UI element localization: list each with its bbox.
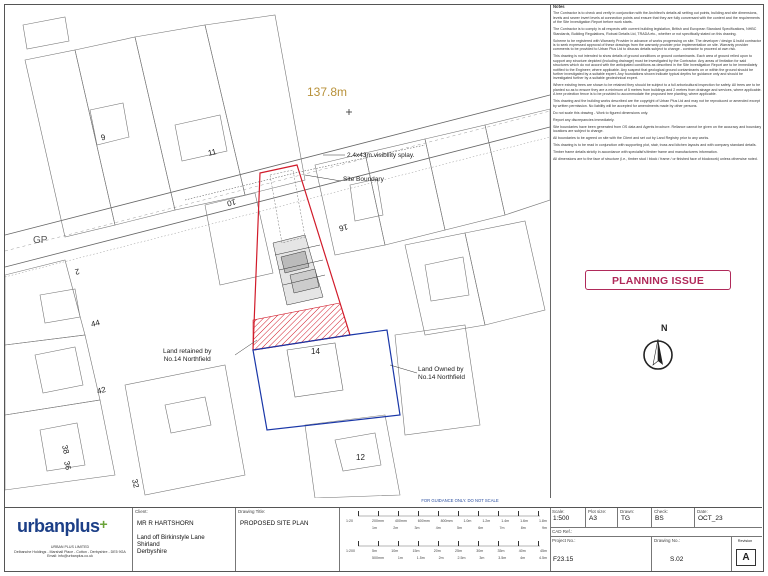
spot-level-cross bbox=[346, 109, 352, 115]
scale-tick-label: 20m bbox=[433, 549, 441, 553]
company-details bbox=[10, 545, 130, 559]
note-paragraph: Report any discrepancies immediately. bbox=[553, 117, 615, 122]
revision-label: Revision bbox=[737, 539, 753, 543]
scale-tick-label: 15m bbox=[412, 549, 420, 553]
gp-label: GP bbox=[33, 235, 48, 246]
site-address-3: Derbyshire bbox=[137, 548, 167, 555]
guidance-text: FOR GUIDANCE ONLY. DO NOT SCALE bbox=[421, 498, 499, 503]
drawing-title-label: Drawing Title: bbox=[238, 509, 266, 514]
plot-size-label: Plot size: bbox=[588, 509, 607, 514]
house-number: 42 bbox=[96, 385, 107, 396]
note-paragraph: This drawing and the building works described are the copyright of Urban Plus Ltd and may not be reproduced or amended except by written permission. No liability will be accepted for amendments made by other persons. bbox=[553, 99, 760, 108]
scale-tick-label: 3.5m bbox=[498, 556, 507, 560]
client-name: MR R HARTSHORN bbox=[137, 520, 194, 527]
check-field bbox=[652, 508, 695, 528]
scale-field bbox=[550, 508, 586, 528]
north-arrow bbox=[640, 325, 676, 373]
drawing-no-field bbox=[652, 537, 732, 571]
scale-label: Scale: bbox=[552, 509, 565, 514]
company-logo bbox=[17, 516, 107, 537]
scale-tick-label: 600mm bbox=[417, 519, 430, 523]
access-drive bbox=[270, 170, 305, 243]
scale-tick-label: 400mm bbox=[394, 519, 407, 523]
house-number: 11 bbox=[207, 147, 218, 158]
note-paragraph: This drawing is to be read in conjunction with supporting plot, stair, truss and kitchen layouts and with company standard details. bbox=[553, 143, 757, 148]
site-boundary-leader bbox=[305, 175, 341, 181]
client-label: Client: bbox=[135, 509, 148, 514]
site-plan-svg bbox=[5, 5, 550, 498]
drawn-value: TG bbox=[621, 515, 631, 522]
note-paragraph: All dimensions are to the face of structure (i.e., timber stud / block / frame / or finished face of blockwork) unless otherwise noted. bbox=[553, 157, 758, 162]
scale-row-2-sub bbox=[372, 556, 547, 560]
note-paragraph: Timber frame details strictly in accordance with specialist's/timber frame and manufacturers information. bbox=[553, 150, 718, 155]
scale-tick-label: 7m bbox=[499, 526, 505, 530]
scale-tick-label: 9m bbox=[542, 526, 547, 530]
house-number: 32 bbox=[130, 478, 141, 489]
compass-icon bbox=[640, 325, 676, 373]
scale-tick-label: 4m bbox=[520, 556, 526, 560]
scale-tick-label: 1m bbox=[372, 526, 377, 530]
south-plots bbox=[5, 109, 550, 498]
logo-plus-icon: + bbox=[99, 516, 108, 532]
land-retained-line-1: Land retained by bbox=[163, 348, 212, 355]
project-no-label: Project No.: bbox=[552, 538, 576, 543]
scale-tick-label: 2m bbox=[393, 526, 399, 530]
scale-row-1-sub bbox=[372, 526, 547, 530]
scale-tick-label: 1.6m bbox=[520, 519, 529, 523]
house-number: 44 bbox=[90, 318, 101, 329]
scale-tick-label: 45m bbox=[540, 549, 547, 553]
revision-value: A bbox=[736, 549, 756, 566]
date-value: OCT_23 bbox=[698, 515, 723, 522]
company-name: URBAN PLUS LIMITED bbox=[50, 545, 90, 549]
check-label: Check: bbox=[654, 509, 669, 514]
company-address: Delbanche Holdings - Marshall Place - Cotton - Derbyshire - DE5 9GA bbox=[14, 549, 126, 554]
note-paragraph: Site boundaries have been generated from OS data and Agents brochure. Reliance cannot be given on the accuracy and boundary locations are subject to change. bbox=[553, 124, 762, 134]
proposed-building bbox=[273, 235, 325, 305]
scale-tick-label: 3m bbox=[414, 526, 420, 530]
scale-row-1 bbox=[372, 519, 547, 523]
drawn-label: Drawn: bbox=[620, 509, 635, 514]
project-no-value: F23.15 bbox=[553, 556, 574, 563]
house-number: 38 bbox=[60, 444, 71, 455]
scale-tick-label: 200mm bbox=[372, 519, 384, 523]
house-number: 9 bbox=[99, 132, 107, 143]
note-paragraph: All boundaries to be agreed on site with the Client and set out by Land Registry prior to any works. bbox=[553, 136, 710, 141]
scale-row-2 bbox=[372, 549, 547, 553]
scale-tick-label: 2.5m bbox=[457, 556, 466, 560]
cad-ref-label: CAD Ref.: bbox=[552, 529, 573, 534]
note-paragraph: Do not scale this drawing - Work to figured dimensions only. bbox=[553, 110, 649, 115]
scale-tick-label: 5m bbox=[372, 549, 377, 553]
house-number: 12 bbox=[356, 453, 365, 462]
scale-tick-label: 1.0m bbox=[463, 519, 472, 523]
check-value: BS bbox=[655, 515, 664, 522]
compass-north-label: N bbox=[661, 323, 668, 333]
land-owned-line-2: No.14 Northfield bbox=[418, 374, 465, 381]
scale-tick-label: 2m bbox=[438, 556, 444, 560]
logo-cell bbox=[5, 508, 133, 571]
site-address-1: Land off Birkinstyle Lane bbox=[137, 534, 205, 541]
notes-panel bbox=[553, 5, 762, 498]
house-number: 36 bbox=[62, 460, 73, 471]
project-no-field bbox=[550, 537, 652, 571]
land-owned-label bbox=[418, 366, 465, 382]
road-centre-line bbox=[5, 111, 550, 251]
drawing-title-cell bbox=[236, 508, 340, 571]
site-plan-map bbox=[5, 5, 551, 498]
scale-bars bbox=[340, 508, 551, 571]
scale-tick-label: 4.5m bbox=[538, 556, 547, 560]
plot-size-value: A3 bbox=[589, 515, 597, 522]
cad-ref-field bbox=[550, 528, 762, 537]
scale-row-2-ratio: 1:200 bbox=[346, 549, 355, 553]
scale-tick-label: 35m bbox=[497, 549, 505, 553]
scale-tick-label: 10m bbox=[391, 549, 399, 553]
north-plots bbox=[23, 15, 305, 237]
date-field bbox=[695, 508, 762, 528]
house-number: 2 bbox=[73, 266, 81, 277]
scale-tick-label: 40m bbox=[518, 549, 526, 553]
scale-tick-label: 4m bbox=[435, 526, 441, 530]
contour-label: 137.8m bbox=[307, 85, 348, 99]
client-cell bbox=[133, 508, 236, 571]
note-paragraph: Scheme to be registered with Warranty Provider in advance of works progressing on site. The developer / design & build contractor is to seek expressed approval of these drawings from the warranty provider prior implementation on site. Warranty provider comments to be provided to Urban Plus Ltd to discuss details subject to change - contractor to proceed at own risk. bbox=[553, 38, 761, 52]
scale-tick-label: 25m bbox=[455, 549, 462, 553]
note-paragraph: Where existing trees are shown to be retained they should be subject to a full arboricultural inspection for safety. All trees are to be planted so as to ensure they are a minimum of 5 metres from buildings and 2 metres from drainage and services, where applicable. A tree protection fence is to be provided to accommodate the proposed tree planting, where applicable. bbox=[553, 83, 762, 97]
scale-value: 1:500 bbox=[553, 515, 570, 522]
drawing-no-label: Drawing No.: bbox=[654, 538, 681, 543]
scale-tick-label: 30m bbox=[476, 549, 484, 553]
logo-text: urbanplus bbox=[17, 516, 100, 536]
scale-ticks-bottom bbox=[358, 541, 539, 546]
note-paragraph: The Contractor is to comply in all respects with current building legislation, British and European Standard Specifications, NHBC Standards, Building Regulations, Robust Details Ltd, TRADA etc., whether or not specifically stated on this drawing. bbox=[553, 27, 757, 36]
scale-tick-label: 1m bbox=[397, 556, 403, 560]
road-edge-north bbox=[5, 95, 550, 235]
house-number: 10 bbox=[226, 197, 237, 208]
scale-tick-label: 6m bbox=[478, 526, 484, 530]
scale-row-1-ratio: 1:20 bbox=[346, 519, 353, 523]
site-boundary-label: Site Boundary bbox=[343, 176, 384, 183]
scale-tick-label: 1.2m bbox=[482, 519, 491, 523]
company-email: Email: info@urbanplus.co.uk bbox=[47, 554, 93, 558]
drawn-field bbox=[618, 508, 652, 528]
notes-title: Notes bbox=[553, 5, 565, 9]
date-label: Date: bbox=[697, 509, 708, 514]
land-retained-line-2: No.14 Northfield bbox=[163, 356, 211, 363]
scale-bar-svg bbox=[340, 508, 550, 571]
land-owned-leader bbox=[390, 365, 417, 373]
scale-tick-label: 500mm bbox=[372, 556, 384, 560]
land-retained-label bbox=[163, 348, 211, 364]
site-address-2: Shirland bbox=[137, 541, 160, 548]
planning-issue-stamp: PLANNING ISSUE bbox=[585, 270, 731, 290]
scale-tick-label: 1.5m bbox=[416, 556, 425, 560]
drawing-no-value: S.02 bbox=[670, 556, 684, 563]
scale-tick-label: 5m bbox=[457, 526, 462, 530]
house-number: 16 bbox=[338, 222, 349, 233]
drawing-title: PROPOSED SITE PLAN bbox=[240, 520, 309, 527]
scale-tick-label: 8m bbox=[520, 526, 526, 530]
land-owned-line-1: Land Owned by bbox=[418, 366, 464, 373]
visibility-splay-label: 2.4x43m visibility splay. bbox=[347, 152, 415, 159]
scale-tick-label: 1.8m bbox=[538, 519, 547, 523]
note-paragraph: The Contractor is to check and verify in conjunction with the Architect's details all setting out points, building and site dimensions, levels and sewer invert levels at connection points and ensure that they are fully conversant with the content and the requirements of the Site Investigation Report before work starts. bbox=[553, 11, 760, 25]
house-number: 14 bbox=[311, 347, 320, 356]
scale-tick-label: 3m bbox=[479, 556, 485, 560]
scale-ticks-top bbox=[358, 511, 539, 516]
note-paragraph: This drawing is not intended to show details of ground conditions or ground contaminants. Each area of ground relied upon to support any structure depicted (including drainage) must be investigated by the Contractor. Any areas of limitation for said structures which do not accord with the anticipated conditions as described in the Site Investigation Report are to be immediately notified to the Engineer; where applicable. Any suspect that geological ground contaminants on or within the ground should be further investigated by a suitable expert. Any foundations shown indicate typical depths for guidance only and should be investigated further by a suitable geotechnical expert. bbox=[553, 54, 758, 81]
scale-tick-label: 800mm bbox=[440, 519, 453, 523]
plot-size-field bbox=[586, 508, 618, 528]
scale-tick-label: 1.4m bbox=[501, 519, 510, 523]
title-block bbox=[5, 507, 762, 571]
